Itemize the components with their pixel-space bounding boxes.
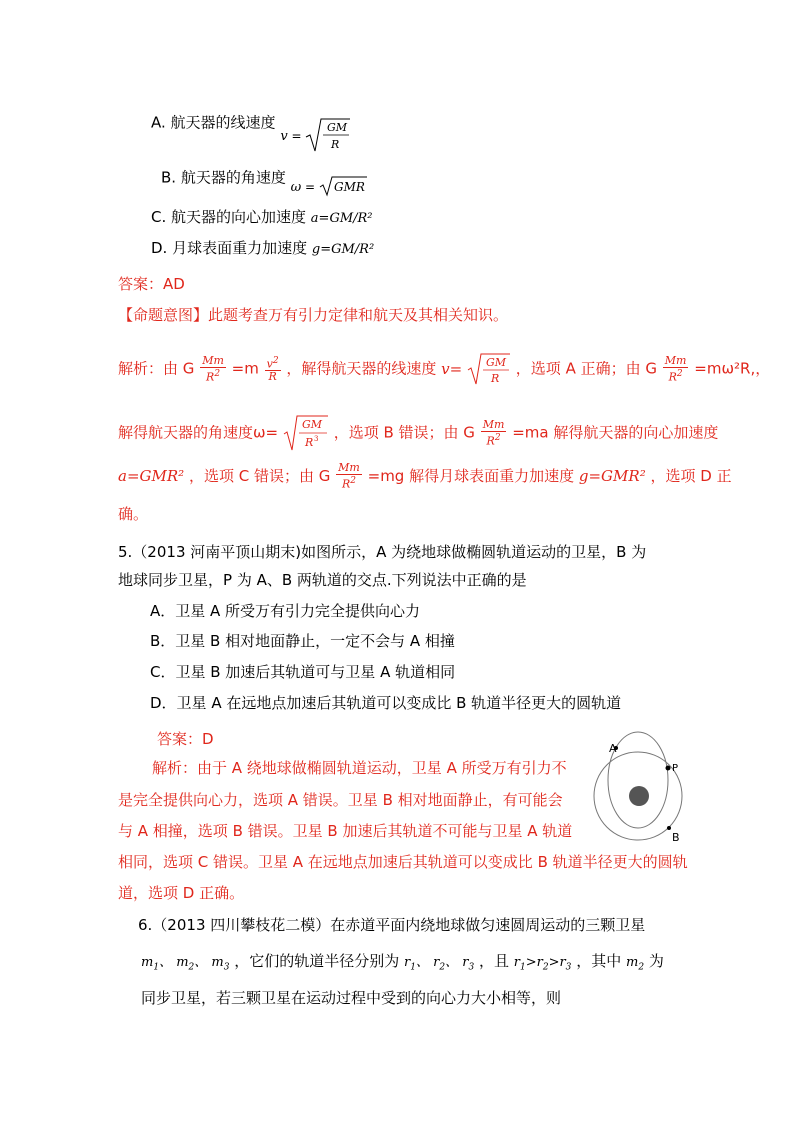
exp1-text-c: ，解得航天器的线速度 — [286, 359, 437, 378]
q6-stem-line-3: 同步卫星，若三颗卫星在运动过程中受到的向心力大小相等，则 — [141, 989, 562, 1007]
fraction-mm-r2-d: $\frac{Mm}{R^2}$ — [338, 461, 360, 491]
option-d-label: D. 月球表面重力加速度 — [151, 239, 308, 257]
option-a-label: A. 航天器的线速度 — [151, 113, 276, 132]
orbit-diagram — [592, 728, 686, 858]
svg-text:GM: GM — [301, 418, 322, 431]
exp2-text-c: =ma 解得航天器的向心加速度 — [512, 423, 719, 442]
q4-intent: 【命题意图】此题考查万有引力定律和航天及其相关知识。 — [118, 306, 509, 324]
q6-stem-line-1: 6.（2013 四川攀枝花二模）在赤道平面内绕地球做匀速圆周运动的三颗卫星 — [138, 916, 646, 934]
q5-option-a: A．卫星 A 所受万有引力完全提供向心力 — [150, 602, 421, 620]
svg-text:GM: GM — [327, 121, 348, 134]
satellite-p-dot — [666, 766, 671, 771]
q5-stem-line-1: 5.（2013 河南平顶山期末)如图所示，A 为绕地球做椭圆轨道运动的卫星，B 为 — [118, 543, 647, 561]
q5-explanation-line-5: 道，选项 D 正确。 — [118, 884, 245, 902]
label-a: A — [609, 742, 617, 755]
exp3-a-formula: a=GMR² — [118, 466, 185, 485]
q4-explanation-line-1 — [118, 352, 770, 386]
q5-option-c: C．卫星 B 加速后其轨道可与卫星 A 轨道相同 — [150, 663, 456, 681]
q6-stem2-for: 为 — [648, 952, 664, 970]
svg-text:GM: GM — [486, 356, 507, 369]
exp2-text-b: ，选项 B 错误；由 G — [333, 423, 475, 442]
q5-option-d: D．卫星 A 在远地点加速后其轨道可以变成比 B 轨道半径更大的圆轨道 — [150, 694, 622, 712]
q5-explanation-line-4: 相同，选项 C 错误。卫星 A 在远地点加速后其轨道可以变成比 B 轨道半径更大的圆轨 — [118, 853, 688, 871]
q5-answer: 答案：D — [157, 730, 214, 748]
option-c-label: C. 航天器的向心加速度 — [151, 208, 307, 226]
earth-icon — [629, 786, 649, 806]
q4-explanation-line-3 — [118, 462, 732, 491]
q4-explanation-line-2 — [118, 414, 718, 452]
option-b-label: B. 航天器的角速度 — [161, 168, 286, 187]
option-d — [151, 238, 374, 260]
q5-explanation-line-1: 解析：由于 A 绕地球做椭圆轨道运动，卫星 A 所受万有引力不 — [152, 759, 567, 777]
exp1-text-b: =m — [231, 359, 259, 378]
exp2-text-a: 解得航天器的角速度ω= — [118, 423, 279, 442]
q5-stem-line-2: 地球同步卫星，P 为 A、B 两轨道的交点.下列说法中正确的是 — [118, 571, 527, 589]
svg-text:3: 3 — [313, 435, 319, 443]
svg-text:R: R — [331, 138, 340, 151]
satellite-b-dot — [667, 826, 671, 830]
q4-explanation-line-4: 确。 — [118, 505, 149, 523]
svg-text:R: R — [491, 372, 500, 385]
q6-radii: $r_1$、 $r_2$、 $r_3$ — [404, 955, 475, 973]
q5-option-b: B．卫星 B 相对地面静止，一定不会与 A 相撞 — [150, 632, 455, 650]
exp1-v-formula: v= GM R — [441, 360, 516, 378]
fraction-v2-r: $\frac{v^2}{R}$ — [266, 355, 279, 384]
exp3-text-c: =mg 解得月球表面重力加速度 — [367, 466, 575, 485]
q6-stem2-end: ，其中 — [576, 952, 622, 970]
exp3-text-b: ，选项 C 错误；由 G — [188, 466, 331, 485]
option-c-formula: a=GM/R² — [310, 211, 373, 226]
exp1-text-a: 解析：由 G — [118, 359, 195, 378]
q6-stem2-mid: ，它们的轨道半径分别为 — [234, 952, 400, 970]
fraction-mm-r2-b: $\frac{Mm}{R^2}$ — [664, 353, 687, 384]
label-b: B — [672, 831, 680, 844]
exp1-text-d: ，选项 A 正确；由 G — [515, 359, 657, 378]
option-a — [151, 105, 351, 151]
q6-inequality: $r_1>r_2>r_3$ — [513, 955, 572, 973]
exp1-text-e: =mω²R,， — [694, 359, 771, 378]
option-c — [151, 207, 373, 229]
q5-explanation-line-3: 与 A 相撞，选项 B 错误。卫星 B 加速后其轨道不可能与卫星 A 轨道 — [118, 822, 573, 840]
option-a-formula: v = GM R — [280, 126, 351, 144]
exp3-g-formula: g=GMR² — [578, 466, 646, 485]
q4-answer: 答案：AD — [118, 275, 185, 293]
option-b — [161, 167, 369, 195]
fraction-mm-r2-c: $\frac{Mm}{R^2}$ — [482, 417, 505, 448]
option-b-formula: ω = GMR — [291, 177, 369, 195]
svg-text:R: R — [304, 436, 314, 449]
fraction-mm-r2: $\frac{Mm}{R^2}$ — [202, 353, 224, 384]
q5-explanation-line-2: 是完全提供向心力，选项 A 错误。卫星 B 相对地面静止，有可能会 — [118, 791, 563, 809]
q6-m2: $m_2$ — [625, 955, 645, 973]
exp3-text-e: ，选项 D 正 — [650, 466, 732, 485]
q6-stem2-and: ，且 — [478, 952, 509, 970]
label-p: P — [672, 763, 679, 774]
svg-text:GMR: GMR — [333, 180, 365, 194]
option-d-formula: g=GM/R² — [311, 242, 375, 257]
q6-stem-line-2 — [141, 951, 664, 978]
q6-satellites: $m_1$、 $m_2$、 $m_3$ — [141, 955, 230, 973]
exp2-omega-formula — [283, 414, 329, 452]
